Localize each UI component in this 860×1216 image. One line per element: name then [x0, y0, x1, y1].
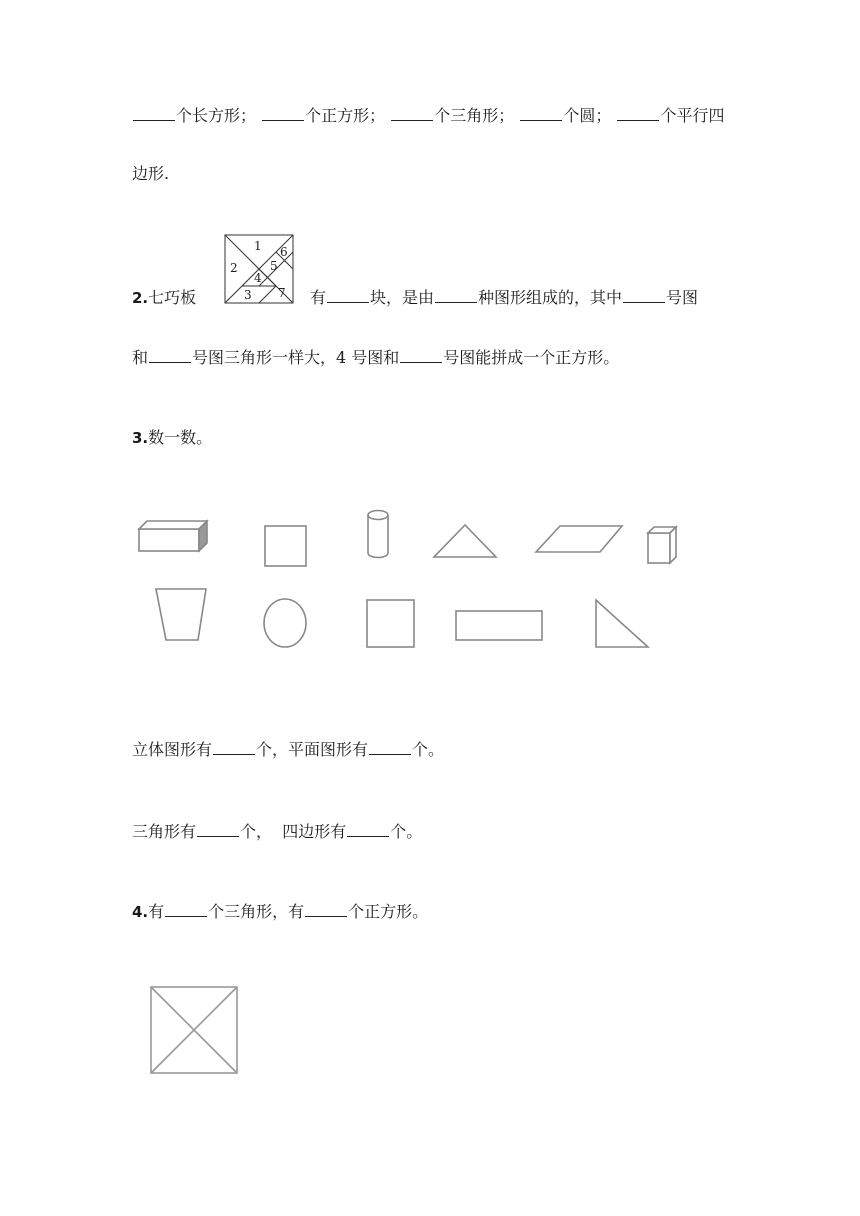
shapes-figure — [120, 500, 700, 660]
q1-text: 个正方形； — [305, 106, 386, 125]
q3-line-b — [132, 822, 422, 842]
tangram-figure — [224, 234, 294, 304]
answer-blank[interactable] — [623, 288, 665, 303]
q3-text: 三角形有 — [132, 822, 197, 841]
q4-text: 个三角形，有 — [208, 902, 305, 921]
q4-text: 有 — [148, 902, 165, 921]
answer-blank[interactable] — [133, 106, 175, 121]
q3-text: 个，平面图形有 — [256, 740, 369, 759]
rectangle-shape — [456, 611, 542, 640]
question-number: 4. — [132, 903, 149, 921]
square-shape — [265, 526, 306, 566]
answer-blank[interactable] — [197, 822, 239, 837]
answer-blank[interactable] — [149, 348, 191, 363]
q2-text: 号图 — [666, 288, 699, 307]
question-number: 2. — [132, 289, 149, 307]
answer-blank[interactable] — [391, 106, 433, 121]
q2-text: 种图形组成的，其中 — [478, 288, 623, 307]
answer-blank[interactable] — [435, 288, 477, 303]
answer-blank[interactable] — [369, 740, 411, 755]
q3-title — [132, 428, 212, 448]
tangram-label: 3 — [244, 288, 252, 302]
cylinder-shape — [368, 511, 388, 558]
q3-text: 立体图形有 — [132, 740, 213, 759]
q2-line2 — [132, 348, 619, 368]
crossed-square-figure — [146, 982, 242, 1078]
tangram-label: 6 — [280, 245, 288, 259]
q3-text: 个。 — [390, 822, 423, 841]
q2-text: 号图能拼成一个正方形。 — [443, 348, 620, 367]
q2-text: 块，是由 — [370, 288, 435, 307]
q2-line1-right — [310, 288, 698, 308]
q2-text: 和 — [132, 348, 149, 367]
q4-line — [132, 902, 428, 922]
cube-shape — [648, 527, 676, 563]
answer-blank[interactable] — [520, 106, 562, 121]
q3-text: 个， 四边形有 — [240, 822, 347, 841]
square-shape — [367, 600, 414, 647]
question-number: 3. — [132, 429, 149, 447]
answer-blank[interactable] — [327, 288, 369, 303]
parallelogram-shape — [536, 526, 622, 552]
q1-text: 个平行四 — [660, 106, 725, 125]
tangram-label: 2 — [230, 261, 238, 275]
answer-blank[interactable] — [213, 740, 255, 755]
q2-label: 七巧板 — [148, 288, 197, 307]
tangram-label: 1 — [254, 239, 262, 253]
answer-blank[interactable] — [400, 348, 442, 363]
answer-blank[interactable] — [617, 106, 659, 121]
answer-blank[interactable] — [347, 822, 389, 837]
trapezoid-shape — [156, 589, 206, 640]
q2-text: 号图三角形一样大，4 号图和 — [192, 348, 400, 367]
tangram-label: 5 — [270, 259, 278, 273]
q1-line2 — [132, 164, 169, 184]
cuboid-shape — [139, 521, 207, 551]
right-triangle-shape — [596, 600, 648, 647]
answer-blank[interactable] — [165, 902, 207, 917]
q3-line-a — [132, 740, 444, 760]
tangram-label: 7 — [278, 286, 286, 300]
q3-title-text: 数一数。 — [148, 428, 213, 447]
q2-text: 有 — [310, 288, 327, 307]
q2-line1 — [132, 288, 196, 308]
tangram-label: 4 — [254, 271, 262, 285]
q1-text: 边形. — [132, 164, 170, 183]
q1-text: 个三角形； — [434, 106, 515, 125]
q1-text: 个圆； — [563, 106, 612, 125]
ellipse-shape — [264, 599, 306, 647]
q1-text: 个长方形； — [176, 106, 257, 125]
q4-text: 个正方形。 — [348, 902, 429, 921]
q3-text: 个。 — [412, 740, 445, 759]
q1-line1 — [132, 106, 724, 126]
answer-blank[interactable] — [305, 902, 347, 917]
triangle-shape — [434, 525, 496, 557]
answer-blank[interactable] — [262, 106, 304, 121]
